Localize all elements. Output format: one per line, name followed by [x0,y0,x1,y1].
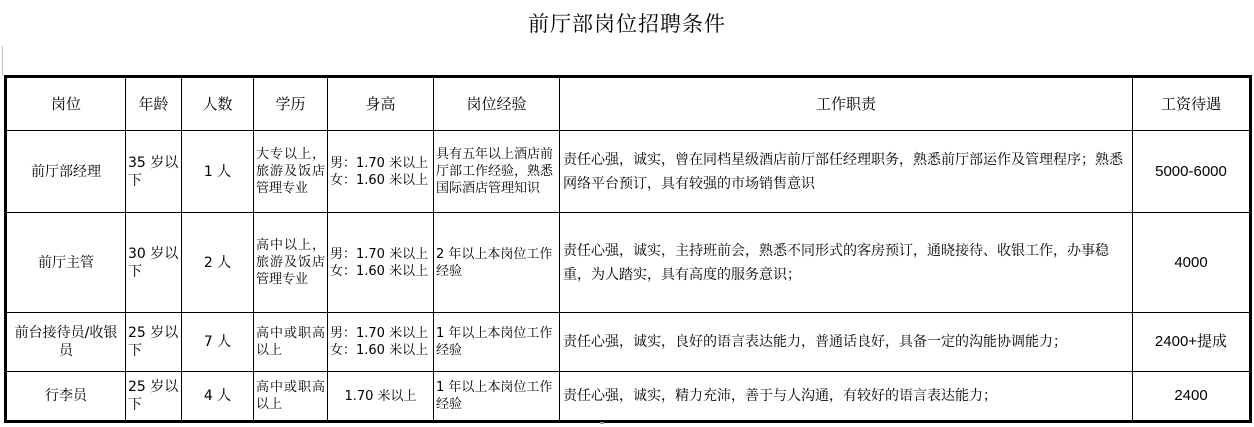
cell-height: 1.70 米以上 [328,372,434,422]
cell-education: 高中以上，旅游及饭店管理专业 [254,213,328,313]
cell-education: 高中或职高以上 [254,372,328,422]
height-male: 男：1.70 米以上 [330,246,429,262]
cell-experience: 具有五年以上酒店前厅部工作经验，熟悉国际酒店管理知识 [434,131,560,213]
cell-duties: 责任心强，诚实，精力充沛，善于与人沟通，有较好的语言表达能力； [560,372,1133,422]
table-row [6,313,1251,372]
cell-count: 4 人 [182,372,254,422]
header-position: 岗位 [6,77,126,131]
height-female: 女：1.60 米以上 [330,343,429,358]
cell-height [328,131,434,213]
header-age: 年龄 [126,77,182,131]
cell-age: 25 岁以下 [126,372,182,422]
cell-education: 高中或职高以上 [254,313,328,372]
table-row [6,213,1251,313]
cell-salary: 2400+提成 [1133,313,1251,372]
header-count: 人数 [182,77,254,131]
cell-experience: 1 年以上本岗位工作经验 [434,372,560,422]
cell-experience: 1 年以上本岗位工作经验 [434,313,560,372]
cell-position: 前台接待员/收银员 [6,313,126,372]
cell-position: 前厅部经理 [6,131,126,213]
cell-position: 行李员 [6,372,126,422]
cell-education: 大专以上，旅游及饭店管理专业 [254,131,328,213]
cell-salary: 5000-6000 [1133,131,1251,213]
height-female: 女：1.60 米以上 [330,263,429,279]
margin-mark [2,46,3,76]
cell-height [328,213,434,313]
cell-height [328,313,434,372]
cell-experience: 2 年以上本岗位工作经验 [434,213,560,313]
stray-mark [600,422,604,424]
cell-duties: 责任心强，诚实，曾在同档星级酒店前厅部任经理职务，熟悉前厅部运作及管理程序；熟悉网络平台预订，具有较强的市场销售意识 [560,131,1133,213]
recruitment-table [4,75,1252,423]
header-salary: 工资待遇 [1133,77,1251,131]
header-height: 身高 [328,77,434,131]
cell-duties: 责任心强，诚实，主持班前会，熟悉不同形式的客房预订，通晓接待、收银工作，办事稳重，为人踏实，具有高度的服务意识； [560,213,1133,313]
cell-count: 1 人 [182,131,254,213]
cell-duties: 责任心强，诚实，良好的语言表达能力，普通话良好，具备一定的沟能协调能力； [560,313,1133,372]
table-header-row [6,77,1251,131]
header-education: 学历 [254,77,328,131]
cell-age: 25 岁以下 [126,313,182,372]
cell-age: 30 岁以下 [126,213,182,313]
height-male: 男：1.70 米以上 [330,326,429,341]
cell-age: 35 岁以下 [126,131,182,213]
header-experience: 岗位经验 [434,77,560,131]
height-female: 女：1.60 米以上 [330,172,429,188]
header-duties: 工作职责 [560,77,1133,131]
page-title: 前厅部岗位招聘条件 [528,12,726,36]
cell-position: 前厅主管 [6,213,126,313]
cell-count: 7 人 [182,313,254,372]
cell-salary: 4000 [1133,213,1251,313]
table-row [6,131,1251,213]
height-male: 男：1.70 米以上 [330,155,429,171]
cell-salary: 2400 [1133,372,1251,422]
table-row [6,372,1251,422]
cell-count: 2 人 [182,213,254,313]
